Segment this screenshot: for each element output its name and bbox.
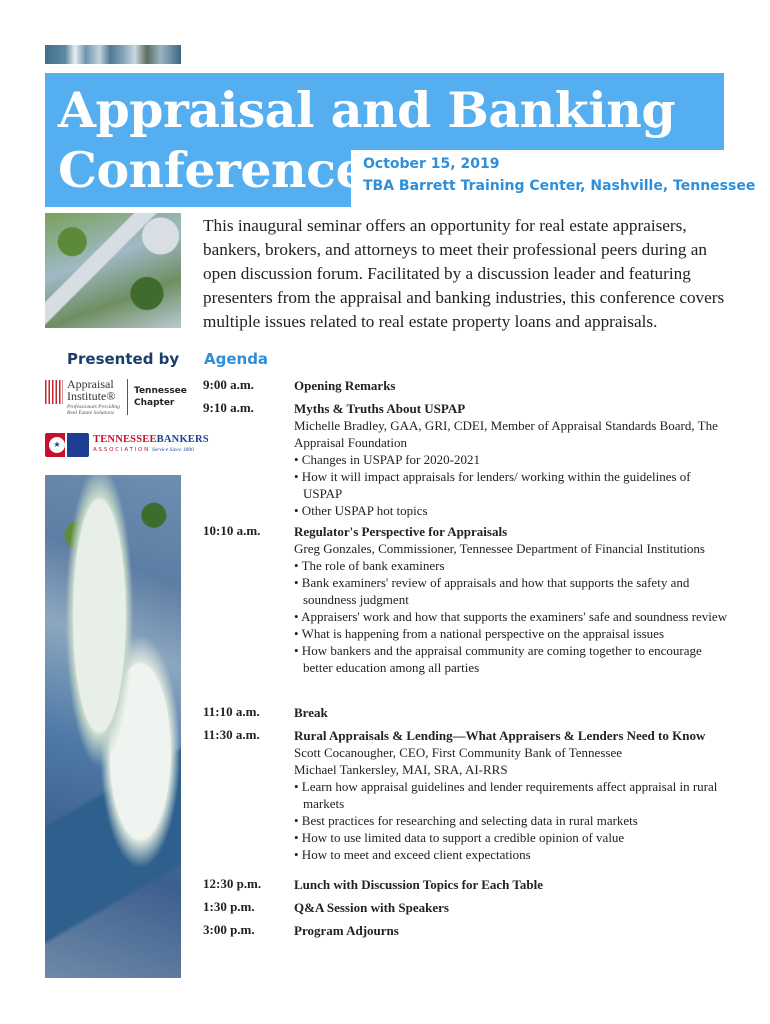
agenda-time: 12:30 p.m. xyxy=(203,876,262,891)
agenda-details xyxy=(294,523,732,676)
agenda-details xyxy=(294,899,732,916)
agenda-bullet: • Learn how appraisal guidelines and lender requirements affect appraisal in rural markets xyxy=(294,779,718,811)
tba-logo-since: Service Since 1890 xyxy=(152,447,194,453)
event-venue: TBA Barrett Training Center, Nashville, Tennessee xyxy=(363,178,756,194)
ai-logo-divider xyxy=(127,379,128,415)
page-title-line2: Conference xyxy=(58,141,367,199)
ai-logo-line1: Appraisal xyxy=(67,377,114,391)
agenda-title: Regulator's Perspective for Appraisals xyxy=(294,524,508,539)
agenda-speaker: Greg Gonzales, Commissioner, Tennessee Department of Financial Institutions xyxy=(294,541,705,556)
tennessee-flag-icon xyxy=(45,433,89,457)
agenda-time: 1:30 p.m. xyxy=(203,899,255,914)
tba-logo-name xyxy=(93,434,209,445)
tba-name-part1: TENNESSEE xyxy=(93,434,157,445)
ai-logo-chapter: Tennessee Chapter xyxy=(134,386,187,408)
agenda-bullet: • How to use limited data to support a credible opinion of value xyxy=(294,830,625,845)
agenda-title: Lunch with Discussion Topics for Each Table xyxy=(294,877,544,892)
agenda-bullet: • Other USPAP hot topics xyxy=(294,503,428,518)
ai-logo-line2: Institute® xyxy=(67,389,116,403)
agenda-title: Myths & Truths About USPAP xyxy=(294,401,466,416)
agenda-speaker: Scott Cocanougher, CEO, First Community Bank of Tennessee xyxy=(294,745,622,760)
agenda-bullet: • Bank examiners' review of appraisals and how that supports the safety and soundness judgment xyxy=(294,575,690,607)
presented-by-label: Presented by xyxy=(67,350,180,368)
agenda-bullet: • How it will impact appraisals for lenders/ working within the guidelines of USPAP xyxy=(294,469,691,501)
agenda-bullet: • How to meet and exceed client expectations xyxy=(294,847,531,862)
agenda-time: 11:30 a.m. xyxy=(203,727,260,742)
agenda-bullet: • What is happening from a national perspective on the appraisal issues xyxy=(294,626,665,641)
agenda-title: Rural Appraisals & Lending—What Appraisers & Lenders Need to Know xyxy=(294,728,706,743)
agenda-bullet: • The role of bank examiners xyxy=(294,558,445,573)
agenda-bullet: • Appraisers' work and how that supports the examiners' safe and soundness review xyxy=(294,609,728,624)
aerial-photo-top xyxy=(45,213,181,328)
top-photo-strip xyxy=(45,45,181,64)
agenda-details xyxy=(294,400,732,519)
agenda-title: Q&A Session with Speakers xyxy=(294,900,449,915)
agenda-details xyxy=(294,704,732,721)
page-title-line1: Appraisal and Banking xyxy=(58,81,676,139)
agenda-bullet: • Best practices for researching and selecting data in rural markets xyxy=(294,813,638,828)
appraisal-institute-bars-icon xyxy=(45,380,63,404)
event-date: October 15, 2019 xyxy=(363,156,500,172)
agenda-speaker: Michael Tankersley, MAI, SRA, AI-RRS xyxy=(294,762,508,777)
agenda-details xyxy=(294,922,732,939)
ai-logo-tagline: Professionals Providing Real Estate Solutions xyxy=(67,404,120,416)
agenda-details xyxy=(294,876,732,893)
agenda-details xyxy=(294,727,732,863)
agenda-time: 3:00 p.m. xyxy=(203,922,255,937)
agenda-bullet: • How bankers and the appraisal community are coming together to encourage better education among all parties xyxy=(294,643,702,675)
tennessee-bankers-logo xyxy=(45,433,209,459)
appraisal-institute-logo xyxy=(45,377,185,419)
agenda-speaker: Michelle Bradley, GAA, GRI, CDEI, Member of Appraisal Standards Board, The Appraisal Foundation xyxy=(294,418,718,450)
tri-star-icon: ★ xyxy=(49,437,65,453)
aerial-photo-side xyxy=(45,475,181,978)
agenda-title: Program Adjourns xyxy=(294,923,399,938)
agenda-heading: Agenda xyxy=(204,350,269,368)
tba-logo-association: ASSOCIATION xyxy=(93,447,151,453)
agenda-time: 10:10 a.m. xyxy=(203,523,261,538)
agenda-details xyxy=(294,377,732,394)
agenda-time: 11:10 a.m. xyxy=(203,704,260,719)
agenda-bullet: • Changes in USPAP for 2020-2021 xyxy=(294,452,480,467)
intro-paragraph: This inaugural seminar offers an opportunity for real estate appraisers, bankers, brokers, and attorneys to meet their professional peers during an open discussion forum. Facilitated by a discussion leader and featuring presenters from the appraisal and banking industries, this conference covers multiple issues related to real estate property loans and appraisals. xyxy=(203,216,725,331)
agenda-title: Break xyxy=(294,705,328,720)
agenda-time: 9:00 a.m. xyxy=(203,377,254,392)
agenda-time: 9:10 a.m. xyxy=(203,400,254,415)
tba-name-part2: BANKERS xyxy=(156,434,209,445)
agenda-title: Opening Remarks xyxy=(294,378,396,393)
